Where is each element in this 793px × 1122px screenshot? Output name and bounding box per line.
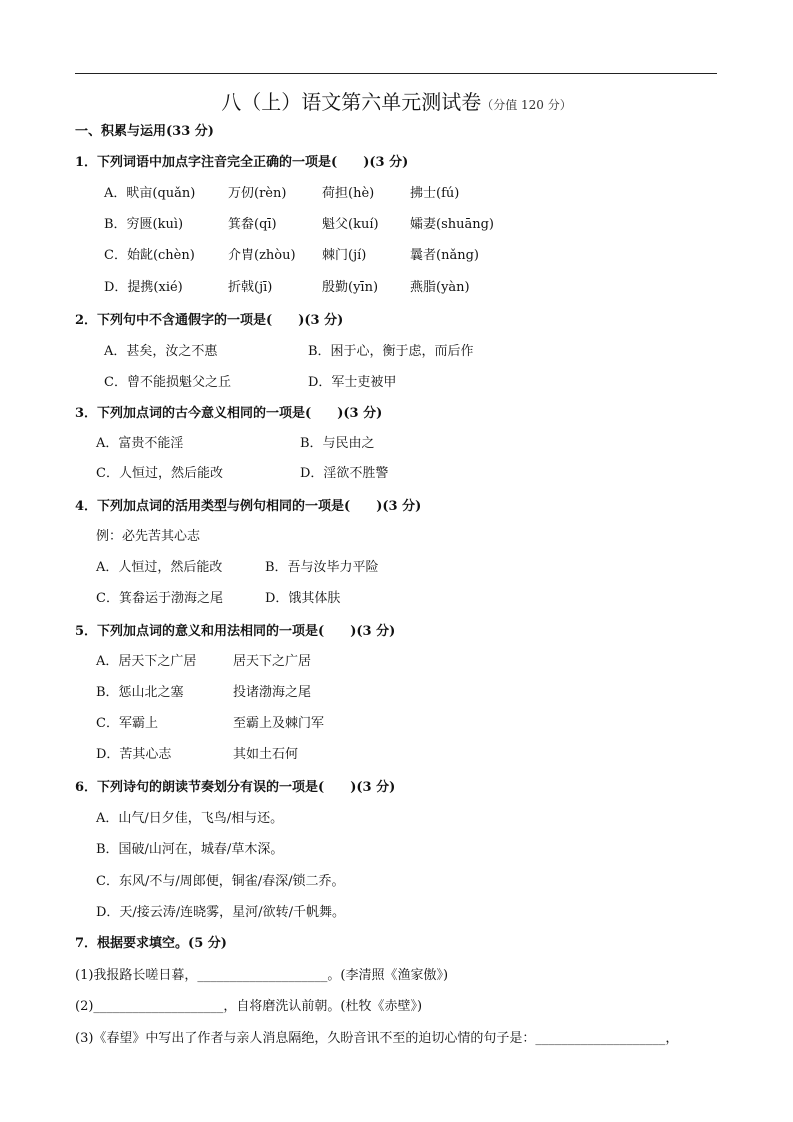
section-heading: 一、积累与运用(33 分) <box>75 124 214 139</box>
question-stem: 4．下列加点词的活用类型与例句相同的一项是( )(3 分) <box>75 499 422 514</box>
question-stem: 5．下列加点词的意义和用法相同的一项是( )(3 分) <box>75 624 396 639</box>
option-item: A．人恒过，然后能改 <box>96 560 223 575</box>
header-rule <box>75 73 717 74</box>
page-title <box>0 86 793 115</box>
option-item: C．东风/不与/周郎便，铜雀/春深/锁二乔。 <box>96 874 345 889</box>
option-item: A．居天下之广居 <box>96 654 197 669</box>
option-item: B．困于心，衡于虑，而后作 <box>308 344 474 359</box>
option-item: 万仞(rèn) <box>228 186 287 201</box>
option-item: A．富贵不能淫 <box>96 436 184 451</box>
fill-blank-item: (3)《春望》中写出了作者与亲人消息隔绝，久盼音讯不至的迫切心情的句子是：____________________， <box>75 1031 679 1046</box>
option-item: D．淫欲不胜警 <box>300 466 389 481</box>
question-stem: 7．根据要求填空。(5 分) <box>75 936 227 951</box>
option-item: 燕脂(yàn) <box>410 280 470 295</box>
option-item: 居天下之广居 <box>233 654 312 669</box>
option-item: D．苦其心志 <box>96 747 172 762</box>
option-item: B．吾与汝毕力平险 <box>265 560 379 575</box>
question-stem: 3．下列加点词的古今意义相同的一项是( )(3 分) <box>75 406 383 421</box>
option-item: 魁父(kuí) <box>322 217 379 232</box>
question-stem: 1．下列词语中加点字注音完全正确的一项是( )(3 分) <box>75 155 409 170</box>
title-score: （分值 120 分） <box>481 98 572 112</box>
option-item: D．天/接云涛/连晓雾，星河/欲转/千帆舞。 <box>96 905 345 920</box>
option-item: C．曾不能损魁父之丘 <box>104 375 231 390</box>
option-item: D．军士吏被甲 <box>308 375 397 390</box>
option-item: B．惩山北之塞 <box>96 685 184 700</box>
option-item: 拂士(fú) <box>410 186 460 201</box>
option-item: 棘门(jí) <box>322 248 367 263</box>
option-item: 介胄(zhòu) <box>228 248 296 263</box>
option-item: 至霸上及棘门军 <box>233 716 325 731</box>
option-item: A．畎亩(quǎn) <box>104 186 196 201</box>
option-item: 荷担(hè) <box>322 186 375 201</box>
fill-blank-item: (1)我报路长嗟日暮，____________________。(李清照《渔家傲》) <box>75 968 449 983</box>
option-item: C．始龀(chèn) <box>104 248 195 263</box>
option-item: B．国破/山河在，城春/草木深。 <box>96 842 284 857</box>
option-item: C．人恒过，然后能改 <box>96 466 223 481</box>
option-item: C．军霸上 <box>96 716 158 731</box>
option-item: 投诸渤海之尾 <box>233 685 312 700</box>
option-item: 曩者(nǎng) <box>410 248 479 263</box>
option-item: 殷勤(yīn) <box>322 280 379 295</box>
option-item: 箕畚(qī) <box>228 217 277 232</box>
question-stem: 6．下列诗句的朗读节奏划分有误的一项是( )(3 分) <box>75 780 396 795</box>
option-item: D．饿其体肤 <box>265 591 341 606</box>
question-example: 例：必先苦其心志 <box>96 529 201 544</box>
option-item: C．箕畚运于渤海之尾 <box>96 591 223 606</box>
option-item: 其如土石何 <box>233 747 299 762</box>
option-item: B．穷匮(kuì) <box>104 217 184 232</box>
fill-blank-item: (2)____________________，自将磨洗认前朝。(杜牧《赤壁》) <box>75 999 423 1014</box>
option-item: A．山气/日夕佳，飞鸟/相与还。 <box>96 811 284 826</box>
option-item: 孀妻(shuāng) <box>410 217 495 232</box>
option-item: B．与民由之 <box>300 436 375 451</box>
option-item: A．甚矣，汝之不惠 <box>104 344 218 359</box>
title-main: 八（上）语文第六单元测试卷 <box>221 90 482 114</box>
option-item: 折戟(jī) <box>228 280 273 295</box>
question-stem: 2．下列句中不含通假字的一项是( )(3 分) <box>75 313 344 328</box>
option-item: D．提携(xié) <box>104 280 183 295</box>
